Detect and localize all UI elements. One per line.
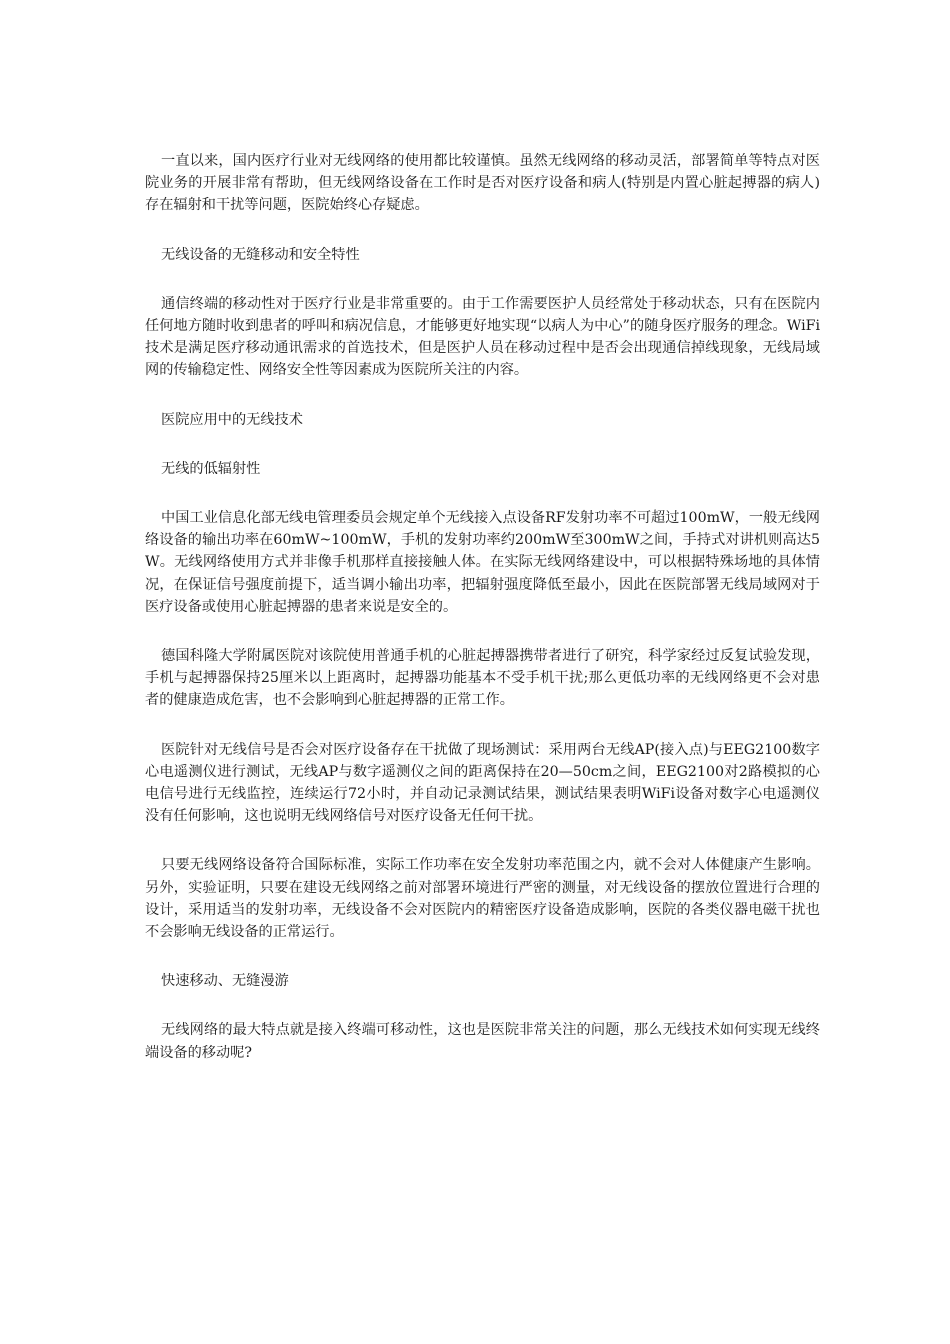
paragraph-international-standards: 只要无线网络设备符合国际标准，实际工作功率在安全发射功率范围之内，就不会对人体健康产生影响。另外，实验证明，只要在建设无线网络之前对部署环境进行严密的测量，对无线设备的摆放位置进行合理的设计，采用适当的发射功率，无线设备不会对医院内的精密医疗设备造成影响，医院的各类仪器电磁干扰也不会影响无线设备的正常运行。 xyxy=(145,857,820,941)
document-body xyxy=(145,150,820,1091)
paragraph-rf-power: 中国工业信息化部无线电管理委员会规定单个无线接入点设备RF发射功率不可超过100mW，一般无线网络设备的输出功率在60mW~100mW，手机的发射功率约200mW至300mW之间，手持式对讲机则高达5W。无线网络使用方式并非像手机那样直接接触人体。在实际无线网络建设中，可以根据特殊场地的具体情况，在保证信号强度前提下，适当调小输出功率，把辐射强度降低至最小，因此在医院部署无线局域网对于医疗设备或使用心脏起搏器的患者来说是安全的。 xyxy=(145,510,820,615)
heading-hospital-wireless-tech: 医院应用中的无线技术 xyxy=(161,411,303,428)
paragraph-terminal-movement: 无线网络的最大特点就是接入终端可移动性，这也是医院非常关注的问题，那么无线技术如何实现无线终端设备的移动呢? xyxy=(145,1022,820,1061)
heading-seamless-mobility-security: 无线设备的无缝移动和安全特性 xyxy=(161,246,360,263)
paragraph-terminal-mobility: 通信终端的移动性对于医疗行业是非常重要的。由于工作需要医护人员经常处于移动状态，只有在医院内任何地方随时收到患者的呼叫和病况信息，才能够更好地实现“以病人为中心”的随身医疗服务的理念。WiFi技术是满足医疗移动通讯需求的首选技术，但是医护人员在移动过程中是否会出现通信掉线现象，无线局域网的传输稳定性、网络安全性等因素成为医院所关注的内容。 xyxy=(145,295,820,379)
heading-fast-roaming: 快速移动、无缝漫游 xyxy=(161,973,289,990)
heading-low-radiation: 无线的低辐射性 xyxy=(161,460,261,477)
paragraph-cologne-study: 德国科隆大学附属医院对该院使用普通手机的心脏起搏器携带者进行了研究，科学家经过反复试验发现，手机与起搏器保持25厘米以上距离时，起搏器功能基本不受手机干扰;那么更低功率的无线网络更不会对患者的健康造成危害，也不会影响到心脏起搏器的正常工作。 xyxy=(145,648,820,709)
paragraph-intro: 一直以来，国内医疗行业对无线网络的使用都比较谨慎。虽然无线网络的移动灵活，部署简单等特点对医院业务的开展非常有帮助，但无线网络设备在工作时是否对医疗设备和病人(特别是内置心脏起搏器的病人)存在辐射和干扰等问题，医院始终心存疑虑。 xyxy=(145,153,820,214)
paragraph-field-test: 医院针对无线信号是否会对医疗设备存在干扰做了现场测试：采用两台无线AP(接入点)与EEG2100数字心电遥测仪进行测试，无线AP与数字遥测仪之间的距离保持在20—50cm之间，EEG2100对2路模拟的心电信号进行无线监控，连续运行72小时，并自动记录测试结果，测试结果表明WiFi设备对数字心电遥测仪没有任何影响，这也说明无线网络信号对医疗设备无任何干扰。 xyxy=(145,741,820,825)
